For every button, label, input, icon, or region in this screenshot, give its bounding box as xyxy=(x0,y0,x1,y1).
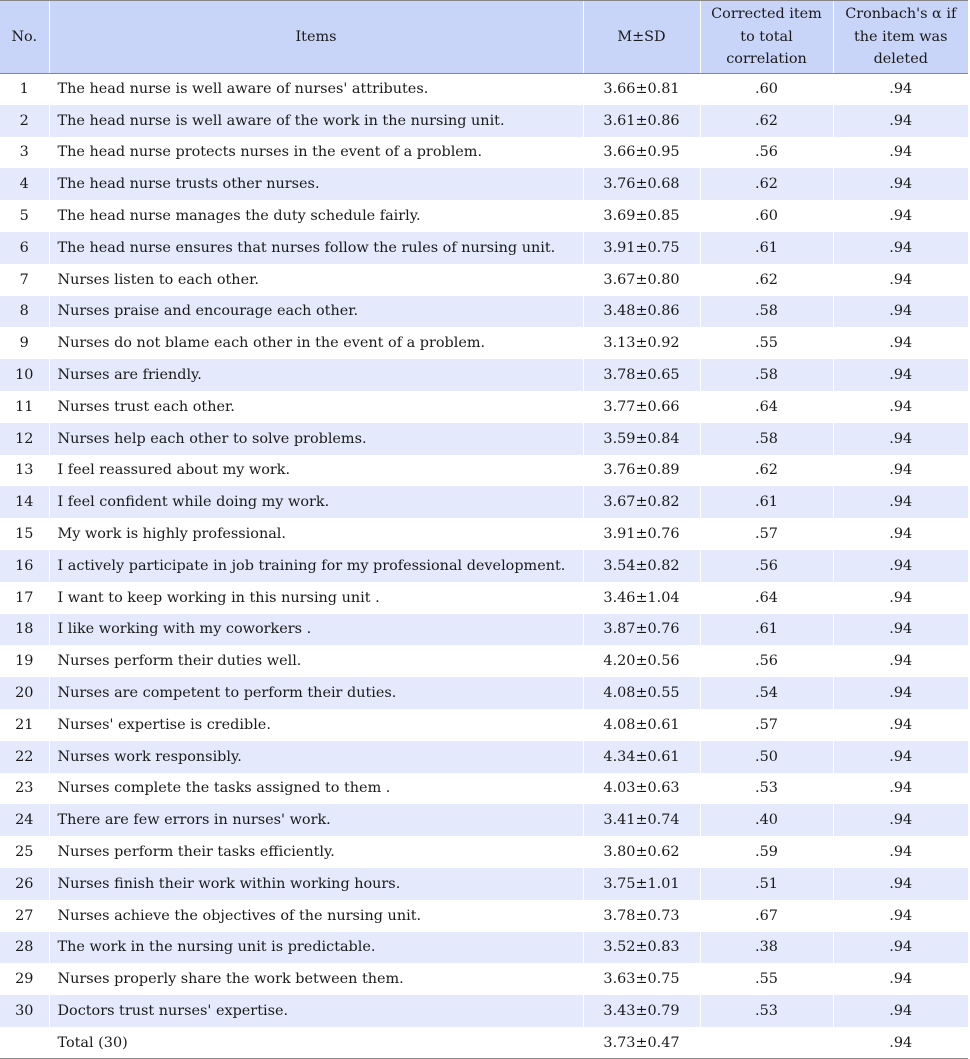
table-row xyxy=(0,582,968,614)
cell-alpha: .94 xyxy=(833,264,968,296)
header-row xyxy=(0,1,968,74)
cell-correlation: .56 xyxy=(700,645,833,677)
cell-item: Nurses listen to each other. xyxy=(49,264,583,296)
cell-no: 25 xyxy=(15,844,34,861)
cell-correlation: .53 xyxy=(700,995,833,1027)
cell-alpha: .94 xyxy=(833,327,968,359)
cell-item: Nurses properly share the work between them. xyxy=(49,963,583,995)
cell-no xyxy=(0,1027,49,1059)
cell-msd: 4.08±0.61 xyxy=(583,709,700,741)
header-cronbach-alpha-if-deleted xyxy=(833,1,968,74)
cell-correlation: .55 xyxy=(700,963,833,995)
cell-no: 29 xyxy=(15,971,34,988)
table-row xyxy=(0,900,968,932)
cell-item: Nurses work responsibly. xyxy=(49,741,583,773)
cell-alpha: .94 xyxy=(833,868,968,900)
cell-alpha: .94 xyxy=(833,900,968,932)
cell-correlation: .40 xyxy=(700,804,833,836)
table-row xyxy=(0,804,968,836)
cell-alpha: .94 xyxy=(833,645,968,677)
table-row xyxy=(0,232,968,264)
cell-msd: 3.54±0.82 xyxy=(583,550,700,582)
cell-no: 13 xyxy=(15,462,34,479)
cell-alpha: .94 xyxy=(833,423,968,455)
cell-no: 5 xyxy=(19,208,29,225)
cell-msd: 3.66±0.81 xyxy=(583,73,700,105)
cell-msd: 3.75±1.01 xyxy=(583,868,700,900)
cell-msd: 3.67±0.80 xyxy=(583,264,700,296)
cell-no: 8 xyxy=(0,296,49,328)
cell-item: I want to keep working in this nursing unit . xyxy=(49,582,583,614)
cell-alpha: .94 xyxy=(833,73,968,105)
cell-no: 19 xyxy=(15,653,34,670)
header-alpha-line-2: the item was xyxy=(853,28,948,45)
cell-alpha: .94 xyxy=(833,773,968,805)
cell-msd: 3.46±1.04 xyxy=(583,582,700,614)
cell-msd: 3.13±0.92 xyxy=(583,327,700,359)
cell-correlation: .62 xyxy=(700,455,833,487)
cell-alpha: .94 xyxy=(833,359,968,391)
cell-alpha: .94 xyxy=(833,232,968,264)
cell-item: There are few errors in nurses' work. xyxy=(49,804,583,836)
cell-alpha: .94 xyxy=(833,804,968,836)
table-row xyxy=(0,645,968,677)
cell-alpha: .94 xyxy=(833,1027,968,1059)
cell-alpha: .94 xyxy=(833,105,968,137)
table-row xyxy=(0,518,968,550)
table-row xyxy=(0,868,968,900)
cell-alpha: .94 xyxy=(833,614,968,646)
cell-no: 23 xyxy=(15,780,34,797)
cell-correlation: .50 xyxy=(700,741,833,773)
cell-no: 2 xyxy=(0,105,49,137)
cell-no: 30 xyxy=(0,995,49,1027)
cell-alpha: .94 xyxy=(833,296,968,328)
cell-correlation: .62 xyxy=(700,264,833,296)
cell-alpha: .94 xyxy=(833,486,968,518)
cell-item: The head nurse ensures that nurses follow the rules of nursing unit. xyxy=(49,232,583,264)
cell-correlation: .67 xyxy=(700,900,833,932)
cell-no: 6 xyxy=(0,232,49,264)
cell-correlation: .58 xyxy=(700,359,833,391)
cell-correlation: .59 xyxy=(700,836,833,868)
cell-alpha: .94 xyxy=(833,677,968,709)
cell-alpha: .94 xyxy=(833,200,968,232)
cell-alpha: .94 xyxy=(833,963,968,995)
cell-no: 14 xyxy=(0,486,49,518)
cell-item: The head nurse is well aware of nurses' attributes. xyxy=(49,73,583,105)
cell-msd: 3.87±0.76 xyxy=(583,614,700,646)
table-row xyxy=(0,168,968,200)
table-row xyxy=(0,73,968,105)
cell-item: I feel confident while doing my work. xyxy=(49,486,583,518)
cell-item: The head nurse is well aware of the work in the nursing unit. xyxy=(49,105,583,137)
cell-item: I actively participate in job training for my professional development. xyxy=(49,550,583,582)
table-row xyxy=(0,327,968,359)
cell-correlation: .61 xyxy=(700,486,833,518)
cell-item: Nurses praise and encourage each other. xyxy=(49,296,583,328)
header-corr-line-2: to total xyxy=(740,28,793,45)
cell-item: I feel reassured about my work. xyxy=(49,455,583,487)
header-corrected-item-total-correlation xyxy=(700,1,833,74)
cell-correlation: .58 xyxy=(700,423,833,455)
cell-msd: 3.73±0.47 xyxy=(583,1027,700,1059)
cell-msd: 3.41±0.74 xyxy=(583,804,700,836)
cell-correlation xyxy=(700,1027,833,1059)
table-row xyxy=(0,137,968,169)
cell-msd: 3.66±0.95 xyxy=(583,137,700,169)
cell-no: 9 xyxy=(19,335,29,352)
table-row xyxy=(0,773,968,805)
cell-item: Nurses finish their work within working hours. xyxy=(49,868,583,900)
cell-alpha: .94 xyxy=(833,709,968,741)
cell-correlation: .51 xyxy=(700,868,833,900)
cell-item: Nurses trust each other. xyxy=(49,391,583,423)
cell-item: Nurses do not blame each other in the event of a problem. xyxy=(49,327,583,359)
cell-correlation: .55 xyxy=(700,327,833,359)
cell-no: 7 xyxy=(19,271,29,288)
table-row xyxy=(0,296,968,328)
cell-no: 20 xyxy=(0,677,49,709)
cell-correlation: .58 xyxy=(700,296,833,328)
cell-item: I like working with my coworkers . xyxy=(49,614,583,646)
cell-alpha: .94 xyxy=(833,455,968,487)
table-row xyxy=(0,200,968,232)
cell-item: Nurses achieve the objectives of the nursing unit. xyxy=(49,900,583,932)
header-msd: M±SD xyxy=(583,1,700,74)
cell-correlation: .54 xyxy=(700,677,833,709)
cell-msd: 3.43±0.79 xyxy=(583,995,700,1027)
table-row xyxy=(0,455,968,487)
cell-item: Nurses perform their tasks efficiently. xyxy=(49,836,583,868)
cell-alpha: .94 xyxy=(833,550,968,582)
cell-correlation: .62 xyxy=(700,168,833,200)
header-corr-line-3: correlation xyxy=(726,51,807,67)
header-alpha-line-1: Cronbach's α if xyxy=(845,6,957,22)
table-header xyxy=(0,1,968,74)
cell-msd: 3.77±0.66 xyxy=(583,391,700,423)
table-row xyxy=(0,105,968,137)
cell-alpha: .94 xyxy=(833,582,968,614)
cell-msd: 3.80±0.62 xyxy=(583,836,700,868)
cell-correlation: .60 xyxy=(700,200,833,232)
cell-alpha: .94 xyxy=(833,168,968,200)
cell-msd: 3.69±0.85 xyxy=(583,200,700,232)
table-row xyxy=(0,741,968,773)
table-row xyxy=(0,486,968,518)
cell-correlation: .64 xyxy=(700,391,833,423)
table-row xyxy=(0,995,968,1027)
cell-msd: 3.52±0.83 xyxy=(583,932,700,964)
table-row xyxy=(0,932,968,964)
cell-msd: 3.91±0.76 xyxy=(583,518,700,550)
cell-alpha: .94 xyxy=(833,836,968,868)
cell-item: The head nurse protects nurses in the event of a problem. xyxy=(49,137,583,169)
table-row xyxy=(0,423,968,455)
table-row xyxy=(0,264,968,296)
header-items: Items xyxy=(49,1,583,74)
cell-no: 27 xyxy=(15,907,34,924)
cell-msd: 3.63±0.75 xyxy=(583,963,700,995)
cell-msd: 3.61±0.86 xyxy=(583,105,700,137)
header-alpha-line-3: deleted xyxy=(873,51,928,67)
cell-correlation: .57 xyxy=(700,709,833,741)
cell-msd: 3.78±0.65 xyxy=(583,359,700,391)
cell-no: 10 xyxy=(0,359,49,391)
cell-correlation: .53 xyxy=(700,773,833,805)
header-corr-line-1: Corrected item xyxy=(711,6,822,22)
cell-correlation: .38 xyxy=(700,932,833,964)
table-row xyxy=(0,550,968,582)
cell-item: The head nurse manages the duty schedule fairly. xyxy=(49,200,583,232)
cell-item: Nurses help each other to solve problems. xyxy=(49,423,583,455)
cell-alpha: .94 xyxy=(833,741,968,773)
cell-no: 11 xyxy=(15,398,34,415)
cell-no: 15 xyxy=(15,526,34,543)
cell-alpha: .94 xyxy=(833,391,968,423)
table-row xyxy=(0,391,968,423)
cell-no: 21 xyxy=(15,716,34,733)
cell-msd: 3.78±0.73 xyxy=(583,900,700,932)
cell-correlation: .57 xyxy=(700,518,833,550)
cell-alpha: .94 xyxy=(833,995,968,1027)
cell-item: Nurses complete the tasks assigned to them . xyxy=(49,773,583,805)
cell-correlation: .61 xyxy=(700,614,833,646)
cell-item: Nurses' expertise is credible. xyxy=(49,709,583,741)
cell-item: Nurses perform their duties well. xyxy=(49,645,583,677)
cell-no: 18 xyxy=(0,614,49,646)
cell-correlation: .60 xyxy=(700,73,833,105)
cell-msd: 4.20±0.56 xyxy=(583,645,700,677)
table-body xyxy=(0,73,968,1059)
table-row xyxy=(0,963,968,995)
cell-no: 17 xyxy=(15,589,34,606)
cell-msd: 3.76±0.68 xyxy=(583,168,700,200)
cell-correlation: .56 xyxy=(700,550,833,582)
cell-correlation: .56 xyxy=(700,137,833,169)
cell-msd: 3.91±0.75 xyxy=(583,232,700,264)
cell-item: The work in the nursing unit is predictable. xyxy=(49,932,583,964)
table-row xyxy=(0,614,968,646)
cell-no: 3 xyxy=(19,144,29,161)
table-row xyxy=(0,359,968,391)
header-no: No. xyxy=(0,1,49,74)
cell-correlation: .61 xyxy=(700,232,833,264)
cell-msd: 3.67±0.82 xyxy=(583,486,700,518)
cell-msd: 3.48±0.86 xyxy=(583,296,700,328)
table-row xyxy=(0,836,968,868)
cell-item: Doctors trust nurses' expertise. xyxy=(49,995,583,1027)
cell-correlation: .64 xyxy=(700,582,833,614)
cell-item: Nurses are competent to perform their duties. xyxy=(49,677,583,709)
cell-no: 4 xyxy=(0,168,49,200)
cell-msd: 3.76±0.89 xyxy=(583,455,700,487)
cell-item: My work is highly professional. xyxy=(49,518,583,550)
cell-correlation: .62 xyxy=(700,105,833,137)
cell-no: 1 xyxy=(19,81,29,98)
cell-item: Total (30) xyxy=(49,1027,583,1059)
cell-no: 28 xyxy=(0,932,49,964)
cell-msd: 3.59±0.84 xyxy=(583,423,700,455)
cell-msd: 4.34±0.61 xyxy=(583,741,700,773)
cell-item: Nurses are friendly. xyxy=(49,359,583,391)
cell-alpha: .94 xyxy=(833,932,968,964)
table-row xyxy=(0,677,968,709)
cell-msd: 4.03±0.63 xyxy=(583,773,700,805)
cell-no: 16 xyxy=(0,550,49,582)
cell-no: 22 xyxy=(0,741,49,773)
cell-alpha: .94 xyxy=(833,137,968,169)
cell-no: 12 xyxy=(0,423,49,455)
table-row xyxy=(0,709,968,741)
total-row xyxy=(0,1027,968,1059)
cell-msd: 4.08±0.55 xyxy=(583,677,700,709)
cell-alpha: .94 xyxy=(833,518,968,550)
cell-no: 24 xyxy=(0,804,49,836)
cell-item: The head nurse trusts other nurses. xyxy=(49,168,583,200)
cell-no: 26 xyxy=(0,868,49,900)
